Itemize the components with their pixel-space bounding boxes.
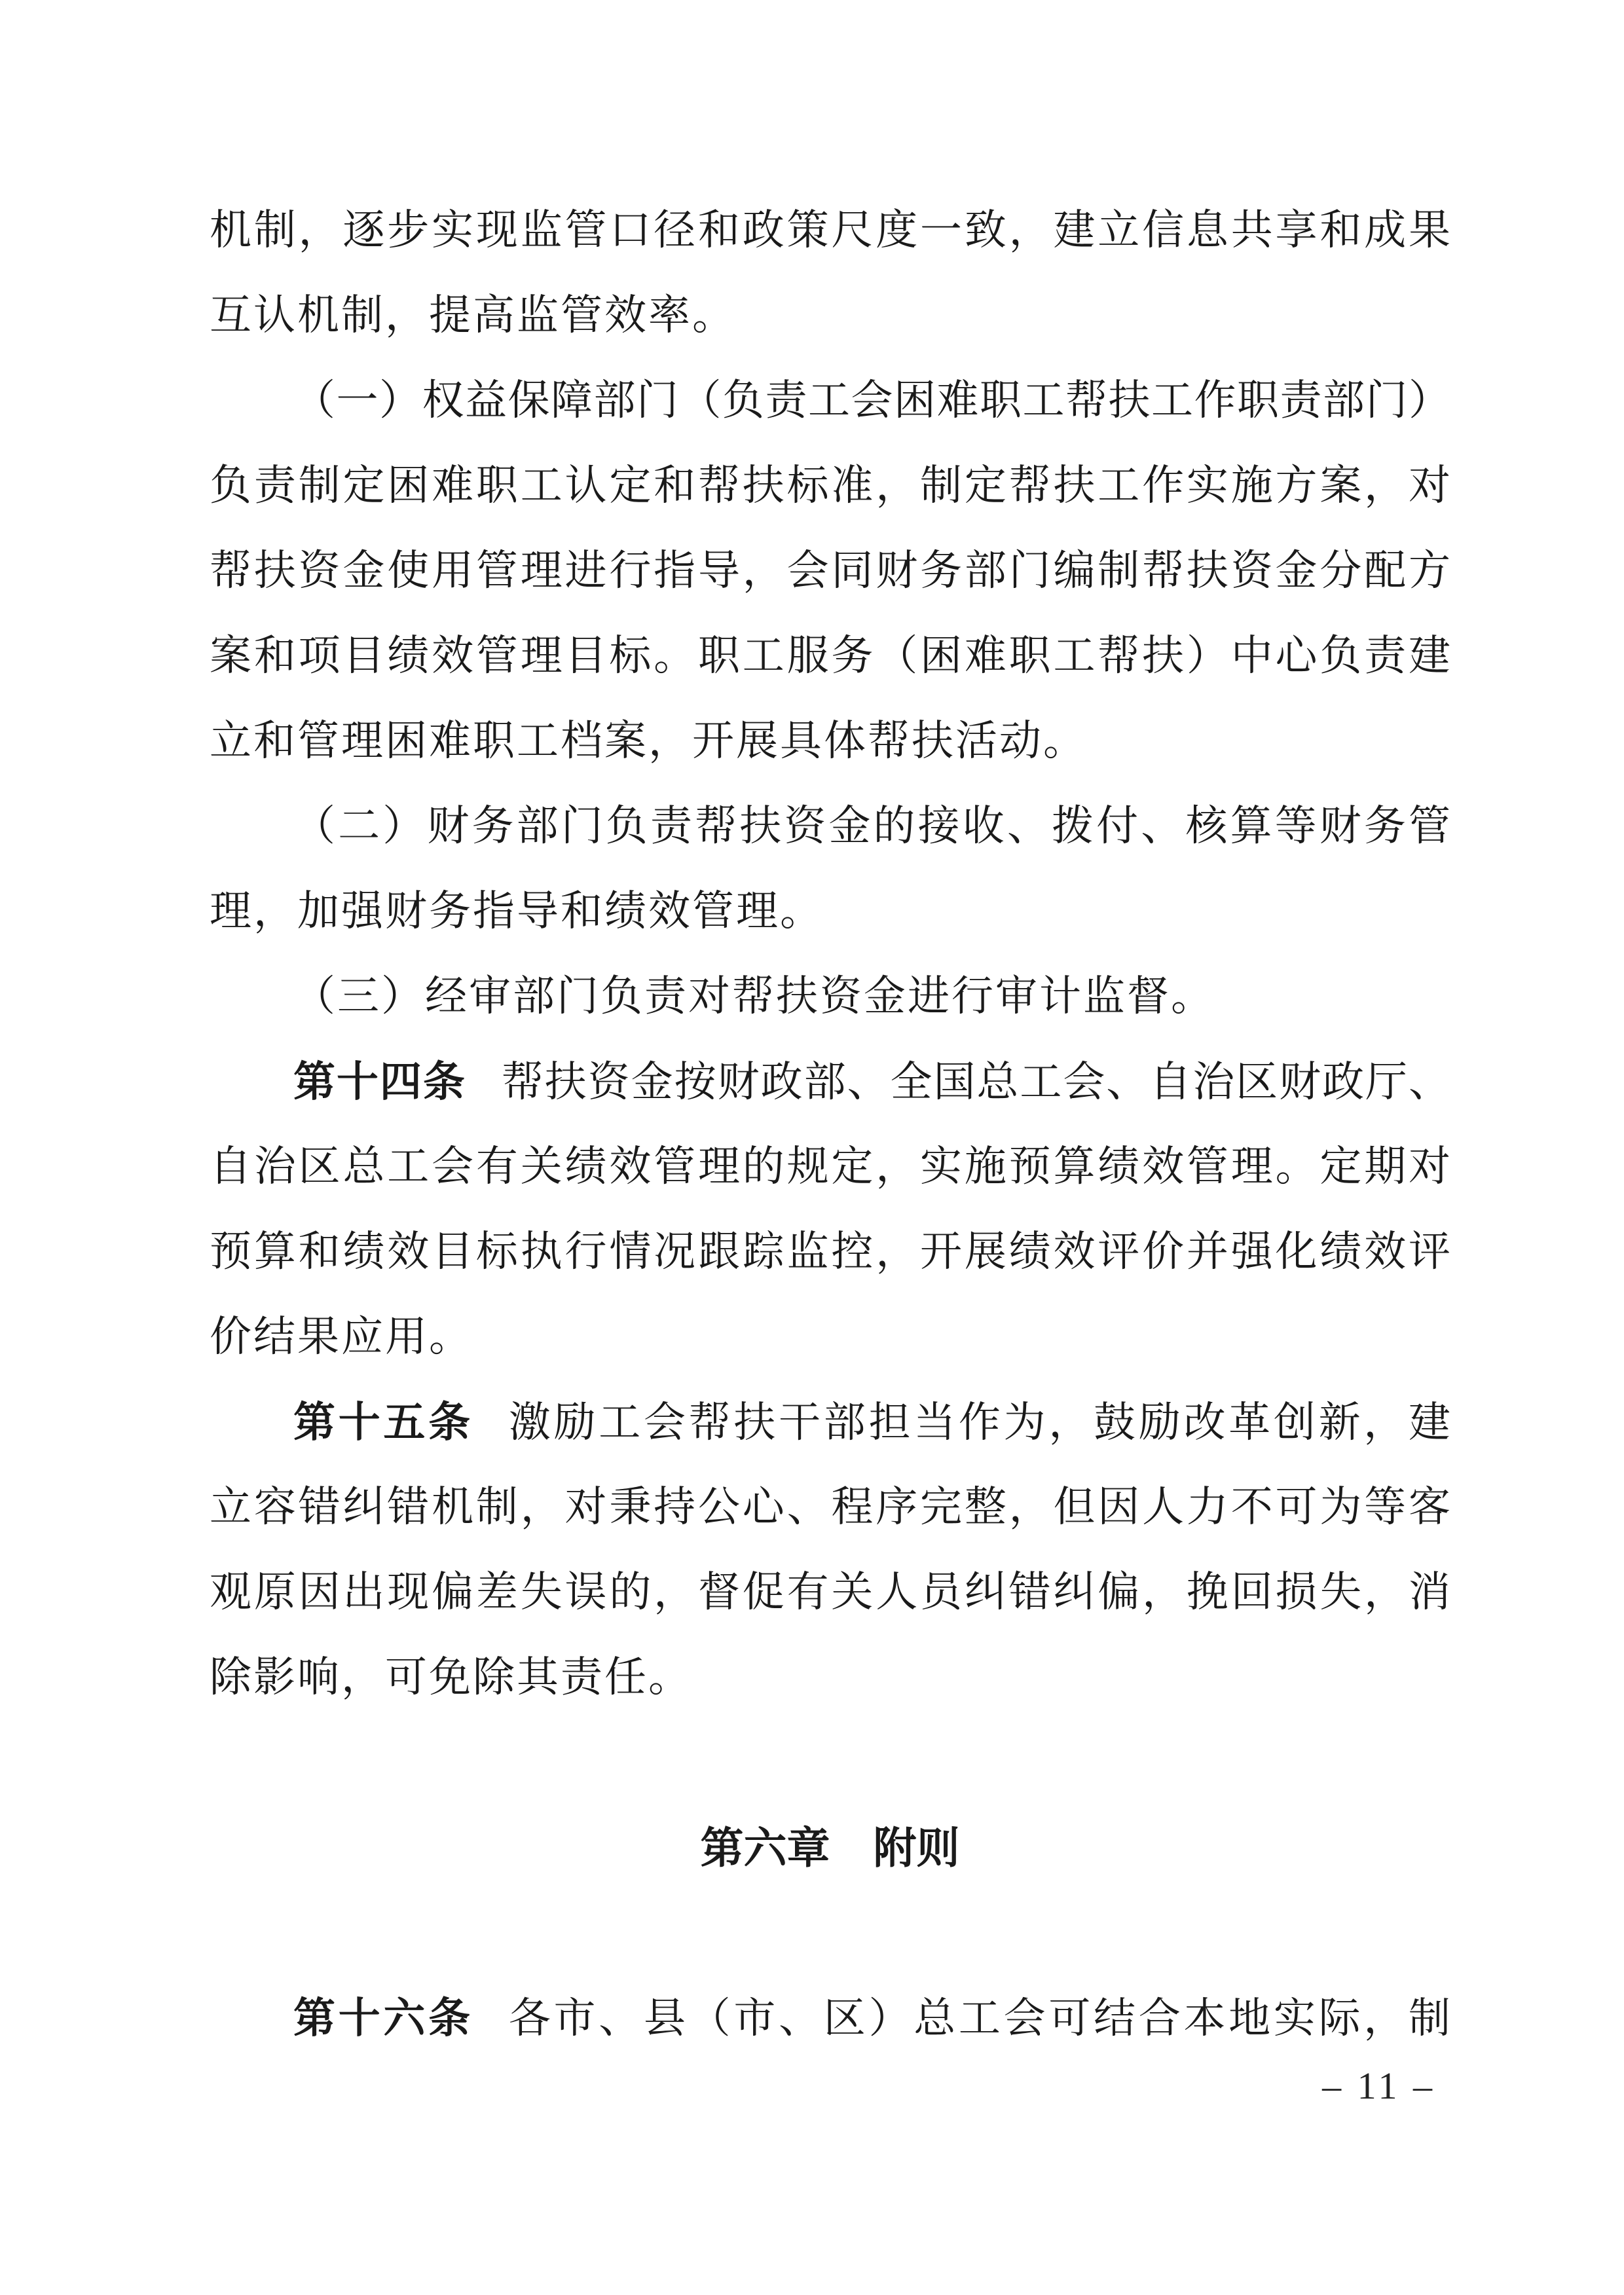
text-line: 机制，逐步实现监管口径和政策尺度一致，建立信息共享和成果 [210,207,1450,253]
text-line [210,1039,1450,1124]
article-number: 第十六条 [293,1994,473,2042]
blank-line [210,1720,1450,1805]
page-number: – 11 – [1322,2065,1435,2107]
text-line: （三）经审部门负责对帮扶资金进行审计监督。 [293,973,1215,1019]
text-line: （一）权益保障部门（负责工会困难职工帮扶工作职责部门） [293,377,1450,424]
text-line: 负责制定困难职工认定和帮扶标准，制定帮扶工作实施方案，对 [210,462,1450,509]
text-line: 立容错纠错机制，对秉持公心、程序完整，但因人力不可为等客 [210,1484,1450,1530]
text-line: 互认机制，提高监管效率。 [210,292,736,339]
text-line: 案和项目绩效管理目标。职工服务（困难职工帮扶）中心负责建 [210,633,1450,679]
text-line: 立和管理困难职工档案，开展具体帮扶活动。 [210,718,1087,764]
text-line: 观原因出现偏差失误的，督促有关人员纠错纠偏，挽回损失，消 [210,1569,1450,1615]
text-line: 自治区总工会有关绩效管理的规定，实施预算绩效管理。定期对 [210,1143,1450,1190]
text-line: 帮扶资金使用管理进行指导，会同财务部门编制帮扶资金分配方 [210,547,1450,594]
text-line: （二）财务部门负责帮扶资金的接收、拨付、核算等财务管 [293,803,1450,849]
text-line: 除影响，可免除其责任。 [210,1654,692,1700]
article-number: 第十五条 [293,1399,473,1446]
article-number: 第十四条 [293,1058,466,1105]
text-line: 预算和绩效目标执行情况跟踪监控，开展绩效评价并强化绩效评 [210,1228,1450,1275]
text-line [210,1975,1450,2061]
blank-line [210,1890,1450,1975]
text-line [210,1380,1450,1465]
article-text: 激励工会帮扶干部担当作为，鼓励改革创新，建 [508,1399,1451,1446]
text-column [210,188,1450,2061]
text-line: 价结果应用。 [210,1313,473,1360]
article-text: 帮扶资金按财政部、全国总工会、自治区财政厅、 [501,1059,1451,1105]
chapter-heading: 第六章 附则 [700,1824,960,1872]
text-line: 理，加强财务指导和绩效管理。 [210,888,824,934]
article-text: 各市、县（市、区）总工会可结合本地实际，制 [508,1995,1451,2042]
